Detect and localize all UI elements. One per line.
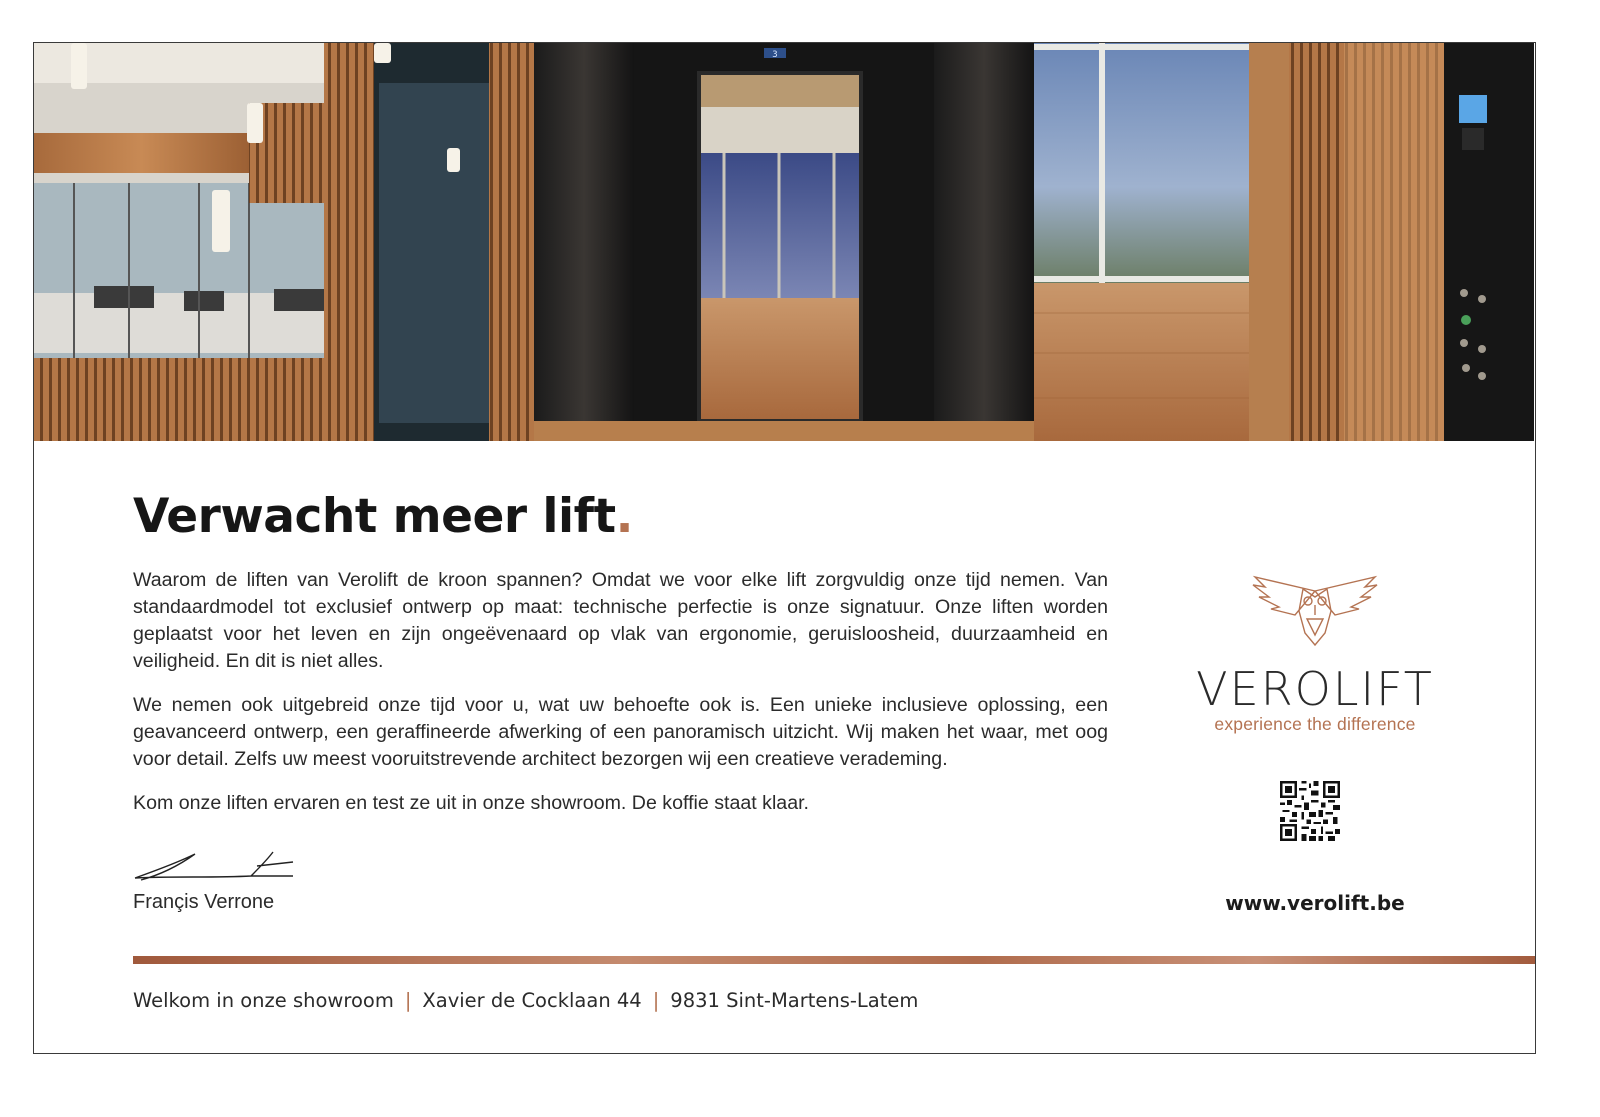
brand-name: VEROLIFT: [1196, 662, 1434, 716]
verolift-logo: [1182, 571, 1448, 735]
paragraph-2: We nemen ook uitgebreid onze tijd voor u, wat uw behoefte ook is. Een unieke inclusieve oplossing, een geavanceerd ontwerp, een geraffineerde afwerking of een panoramisch uitzicht. Wij maken het waar, met oog voor detail. Zelfs uw meest vooruitstrevende architect bezorgen wij een creatieve verademing.: [133, 694, 1108, 770]
headline-accent-dot: .: [615, 489, 633, 544]
showroom-footer: [133, 989, 918, 1012]
signer-name: Françis Verrone: [133, 891, 275, 913]
brand-tagline: experience the difference: [1214, 714, 1416, 734]
photo-strip: [34, 43, 1534, 441]
footer-separator: |: [404, 989, 412, 1012]
signature-scribble: [133, 848, 303, 889]
owl-icon: [1245, 571, 1385, 651]
headline: Verwacht meer lift.: [133, 489, 633, 544]
copper-divider: [133, 956, 1536, 964]
footer-separator: |: [652, 989, 660, 1012]
paragraph-3: Kom onze liften ervaren en test ze uit in onze showroom. De koffie staat klaar.: [133, 792, 809, 814]
showroom-street: Xavier de Cocklaan 44: [422, 989, 642, 1012]
elevator-photos: [34, 43, 1534, 441]
showroom-label: Welkom in onze showroom: [133, 989, 394, 1012]
website-link[interactable]: www.verolift.be: [1225, 891, 1405, 915]
qr-code-icon: [1280, 781, 1340, 846]
showroom-city: 9831 Sint-Martens-Latem: [670, 989, 919, 1012]
advertisement-frame: [33, 42, 1536, 1054]
paragraph-1: Waarom de liften van Verolift de kroon spannen? Omdat we voor elke lift zorgvuldig onze tijd nemen. Van standaardmodel tot exclusief ontwerp op maat: technische perfectie is onze signatuur. Onze liften worden geplaatst voor het leven en zijn ongeëvenaard op vlak van ergonomie, geruisloosheid, duurzaamheid en veiligheid. En dit is niet alles.: [133, 569, 1108, 672]
body-copy: [133, 567, 1108, 834]
floor-indicator: 3: [772, 50, 778, 60]
